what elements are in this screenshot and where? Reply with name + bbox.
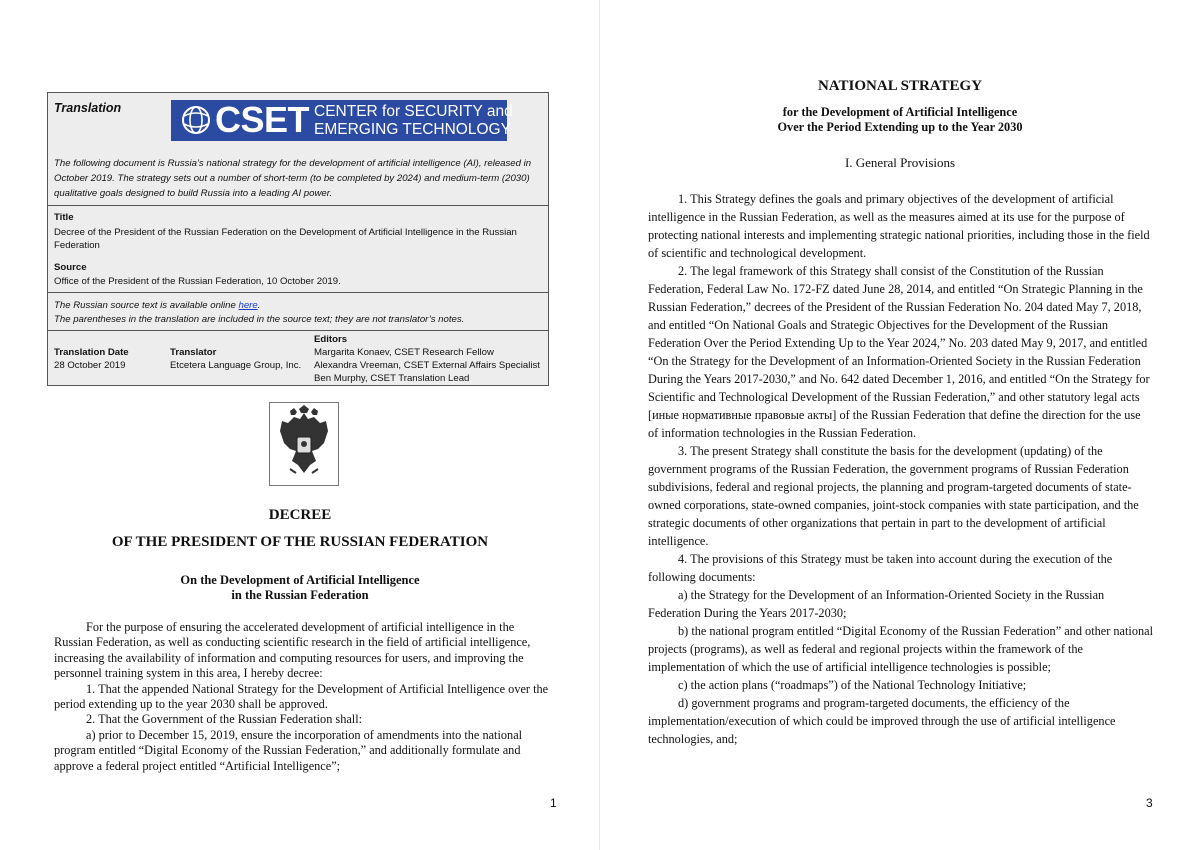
- editor-3: Ben Murphy, CSET Translation Lead: [314, 373, 470, 384]
- decree-title: DECREE: [268, 507, 332, 523]
- body-paragraph: 4. The provisions of this Strategy must be taken into account during the execution of the following documents:: [648, 552, 1113, 584]
- source-availability-note: [54, 300, 260, 311]
- logo-line-1: CENTER for SECURITY and: [314, 103, 513, 120]
- page-number: 1: [550, 796, 557, 810]
- body-paragraph: a) prior to December 15, 2019, ensure the incorporation of amendments into the national program entitled “Digital Economy of the Russian Federation,” and additionally formulate and approve a federal project entitled “Artificial Intelligence”;: [54, 727, 523, 773]
- editor-1: Margarita Konaev, CSET Research Fellow: [314, 347, 494, 358]
- body-paragraph: 1. This Strategy defines the goals and primary objectives of the development of artificial intelligence in the Russian Federation, as well as the measures aimed at its use for the purpose of protecting national interests and implementing strategic national priorities, including those in the field of scientific and technological development.: [648, 192, 1150, 260]
- translation-date-value: 28 October 2019: [54, 360, 126, 371]
- decree-body: [54, 620, 554, 774]
- logo-line-2: EMERGING TECHNOLOGY: [314, 121, 511, 138]
- translation-header-section: [48, 93, 548, 206]
- translator-value: Etcetera Language Group, Inc.: [170, 360, 302, 371]
- credits-section: [48, 331, 548, 385]
- body-paragraph: b) the national program entitled “Digital Economy of the Russian Federation” and other national projects (programs), as well as federal and regional projects within the framework of the implementation of which the use of artificial intelligence technologies is possible;: [648, 624, 1154, 674]
- source-label: Source: [54, 262, 87, 273]
- parentheses-note: The parentheses in the translation are included in the source text; they are not translator’s notes.: [54, 314, 465, 325]
- strategy-title: NATIONAL STRATEGY: [817, 78, 983, 94]
- note-suffix: .: [257, 300, 261, 311]
- russian-coat-of-arms: [269, 402, 339, 486]
- translation-info-box: [47, 92, 549, 386]
- body-paragraph: c) the action plans (“roadmaps”) of the National Technology Initiative;: [678, 678, 1027, 692]
- body-paragraph: For the purpose of ensuring the accelerated development of artificial intelligence in the Russian Federation, as well as conducting scientific research in the field of artificial intelligence, increasing the availability of information and computing resources for users, and improving the personnel training system in this area, I hereby decree:: [54, 620, 531, 681]
- title-label: Title: [54, 212, 74, 223]
- editor-2: Alexandra Vreeman, CSET External Affairs Specialist: [314, 360, 540, 371]
- section-heading: I. General Provisions: [844, 155, 956, 170]
- translation-date-label: Translation Date: [54, 347, 129, 358]
- decree-heading-line-1: On the Development of Artificial Intelligence: [180, 573, 420, 587]
- strategy-body: [648, 190, 1153, 748]
- body-paragraph: d) government programs and program-targeted documents, the efficiency of the implementation/execution of which could be improved through the use of artificial intelligence technologies, and;: [648, 696, 1116, 746]
- title-source-section: [48, 206, 548, 293]
- strategy-subtitle-2: Over the Period Extending up to the Year 2030: [777, 120, 1023, 134]
- decree-subtitle: OF THE PRESIDENT OF THE RUSSIAN FEDERATION: [111, 534, 489, 550]
- translation-label: Translation: [54, 101, 122, 115]
- source-link[interactable]: here: [238, 300, 258, 311]
- cset-logo: [171, 99, 513, 141]
- double-headed-eagle-icon: [270, 403, 338, 485]
- body-paragraph: a) the Strategy for the Development of an Information-Oriented Society in the Russian Federation During the Years 2017-2030;: [648, 588, 1105, 620]
- strategy-subtitle-1: for the Development of Artificial Intelligence: [782, 105, 1018, 119]
- decree-heading-line-2: in the Russian Federation: [231, 588, 369, 602]
- globe-icon: [180, 104, 212, 136]
- page-number: 3: [1146, 796, 1153, 810]
- logo-wordmark: CSET: [215, 99, 310, 140]
- intro-text: The following document is Russia’s national strategy for the development of artificial intelligence (AI), released in October 2019. The strategy sets out a number of short-term (to be completed by 2024) and medium-term (2030) qualitative goals designed to build Russia into a leading AI power.: [54, 158, 532, 199]
- editors-label: Editors: [314, 334, 348, 345]
- notes-section: [48, 293, 548, 331]
- source-value: Office of the President of the Russian Federation, 10 October 2019.: [54, 276, 341, 287]
- translator-label: Translator: [170, 347, 217, 358]
- note-prefix: The Russian source text is available online: [54, 300, 239, 311]
- body-paragraph: 3. The present Strategy shall constitute the basis for the development (updating) of the government programs of the Russian Federation, the government programs of Russian Federation subdivisions, federal and regional projects, the planning and program-targeted documents of state-owned corporations, state-owned companies, joint-stock companies with state participation, and the strategic documents of other organizations that pertain in part to the development of artificial intelligence.: [648, 444, 1139, 548]
- body-paragraph: 2. The legal framework of this Strategy shall consist of the Constitution of the Russian Federation, Federal Law No. 172-FZ dated June 28, 2014, and entitled “On Strategic Planning in the Russian Federation,” decrees of the President of the Russian Federation No. 204 dated May 7, 2018, and entitled “On National Goals and Strategic Objectives for the Development of the Russian Federation Over the Period Extending Up to the Year 2024,” No. 203 dated May 9, 2017, and entitled “On the Strategy for the Development of an Information-Oriented Society in the Russian Federation During the Years 2017-2030,” and No. 642 dated December 1, 2016, and entitled “On the Strategy for Scientific and Technological Development of the Russian Federation,” and other statutory legal acts [иные нормативные правовые акты] of the Russian Federation that define the direction for the use of information technologies in the Russian Federation.: [648, 264, 1150, 440]
- body-paragraph: 1. That the appended National Strategy for the Development of Artificial Intelligence over the period extending up to the year 2030 shall be approved.: [54, 681, 549, 712]
- document-page-3: [600, 0, 1200, 850]
- body-paragraph: 2. That the Government of the Russian Federation shall:: [86, 712, 363, 727]
- title-value: Decree of the President of the Russian Federation on the Development of Artificial Intelligence in the Russian Federation: [54, 227, 517, 251]
